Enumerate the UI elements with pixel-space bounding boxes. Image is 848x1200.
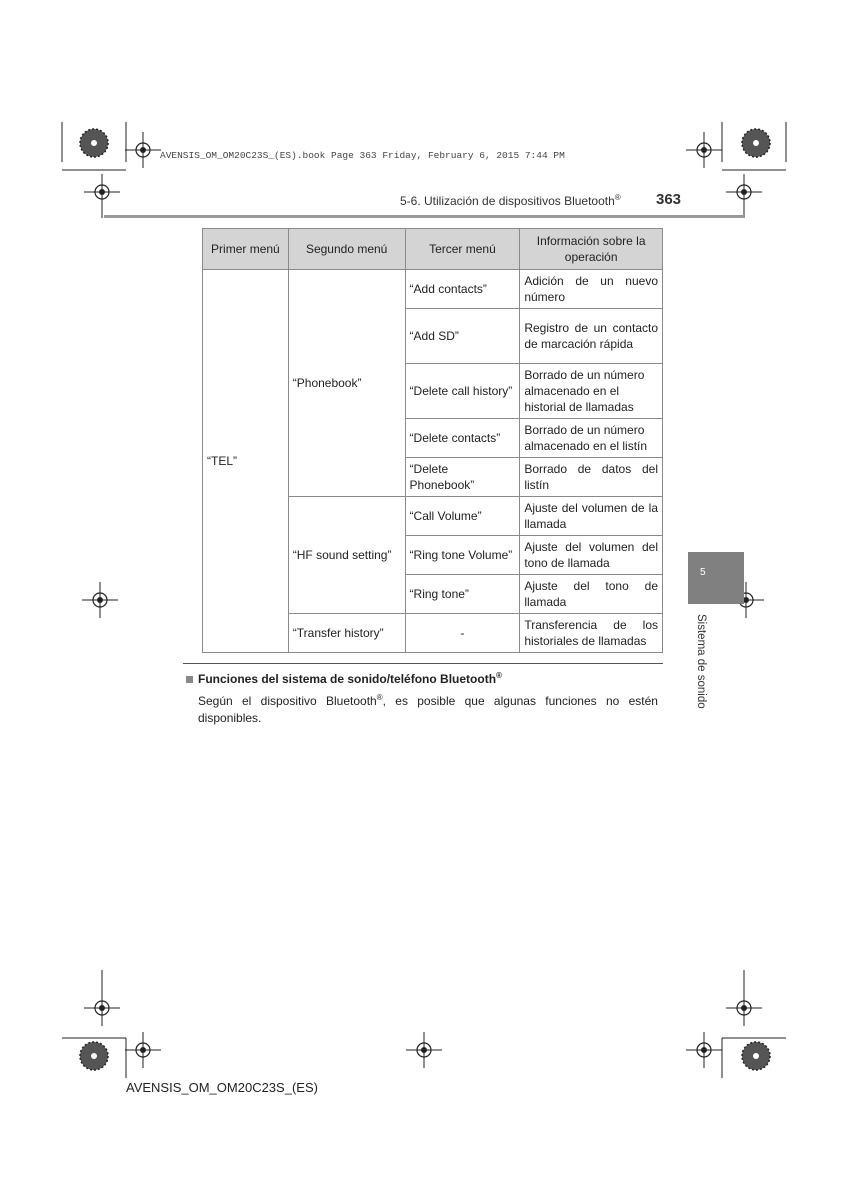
cell-tercer: “Delete Phonebook” [405,458,520,497]
chapter-number: 5 [700,567,706,578]
cell-tercer: “Ring tone Volume” [405,536,520,575]
cell-tercer: “Delete contacts” [405,419,520,458]
cell-info: Borrado de un número almacenado en el listín [520,419,663,458]
registered-mark: ® [496,671,502,680]
print-slug: AVENSIS_OM_OM20C23S_(ES).book Page 363 Friday, February 6, 2015 7:44 PM [160,150,565,161]
chapter-tab [688,552,744,604]
cell-info: Ajuste del volumen del tono de llamada [520,536,663,575]
section-heading-text: Funciones del sistema de sonido/teléfono Bluetooth [198,672,497,686]
body-text-end: , es posible que algunas funciones no estén disponibles. [198,694,658,725]
table-header-row [203,229,663,270]
cell-info: Ajuste del tono de llamada [520,575,663,614]
section-body [198,689,658,727]
header-segundo-menu: Segundo menú [288,229,405,270]
menu-table [202,228,663,653]
cell-tercer: - [405,614,520,653]
cell-info: Borrado de datos del listín [520,458,663,497]
registered-mark: ® [614,193,621,202]
cell-info: Registro de un contacto de marcación rápida [520,309,663,364]
header-rule [104,215,744,218]
cell-tercer: “Add SD” [405,309,520,364]
body-text-start: Según el dispositivo Bluetooth [198,694,377,708]
header-tercer-menu: Tercer menú [405,229,520,270]
running-header [400,193,621,208]
cell-tercer: “Delete call history” [405,364,520,419]
cell-segundo-transfer: “Transfer history” [288,614,405,653]
cell-tercer: “Add contacts” [405,270,520,309]
section-divider [183,663,663,664]
header-primer-menu: Primer menú [203,229,289,270]
header-informacion: Información sobre la operación [520,229,663,270]
cell-tercer: “Call Volume” [405,497,520,536]
footer-code: AVENSIS_OM_OM20C23S_(ES) [126,1080,318,1095]
registered-mark: ® [376,693,383,702]
square-bullet-icon [186,676,193,683]
table-row [203,270,663,309]
page-number: 363 [656,191,682,208]
cell-info: Transferencia de los historiales de llamadas [520,614,663,653]
cell-primer-tel: “TEL” [203,270,289,653]
cell-info: Borrado de un número almacenado en el historial de llamadas [520,364,663,419]
section-heading [198,671,502,686]
cell-tercer: “Ring tone” [405,575,520,614]
cell-segundo-phonebook: “Phonebook” [288,270,405,497]
cell-info: Adición de un nuevo número [520,270,663,309]
chapter-label: Sistema de sonido [695,614,707,709]
cell-info: Ajuste del volumen de la llamada [520,497,663,536]
section-title: 5-6. Utilización de dispositivos Bluetooth [400,194,615,208]
cell-segundo-hf: “HF sound setting” [288,497,405,614]
